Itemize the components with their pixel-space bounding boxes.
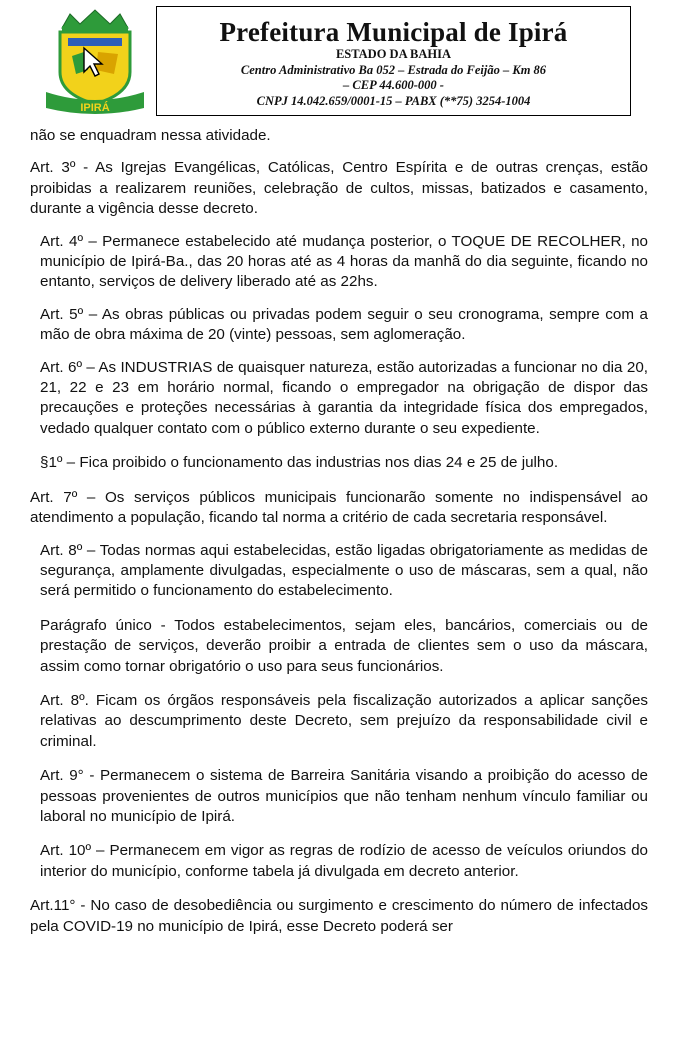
article-7: Art. 7º – Os serviços públicos municipais funcionarão somente no indispensável ao atendimento a população, ficando tal norma a critério de cada secretaria responsável. [30,488,648,527]
address-line: Centro Administrativo Ba 052 – Estrada do Feijão – Km 86 [240,62,547,77]
article-6: Art. 6º – As INDUSTRIAS de quaisquer natureza, estão autorizadas a funcionar no dia 20, 21, 22 e 23 em horário normal, ficando o empregador na obrigação de dispor das precauções e proteções necessárias à garantia da integridade física dos empregados, vedado qualquer contato com o público externo durante o seu expediente. [40,358,648,437]
sole-paragraph: Parágrafo único - Todos estabelecimentos, sejam eles, bancários, comerciais ou de prestação de serviços, deverão proibir a entrada de clientes sem o uso da máscara, assim como tornar obrigatório o uso para seus funcionários. [40,616,648,675]
cep-line: – CEP 44.600-000 - [343,78,444,92]
article-8: Art. 8º – Todas normas aqui estabelecidas, estão ligadas obrigatoriamente as medidas de segurança, amplamente divulgadas, especialmente o uso de máscaras, sem a qual, não será permitido o funcionamento do estabelecimento. [40,541,648,600]
paragraph-1: §1º – Fica proibido o funcionamento das industrias nos dias 24 e 25 de julho. [40,454,559,472]
article-10: Art. 10º – Permanecem em vigor as regras de rodízio de acesso de veículos oriundos do interior do município, conforme tabela já divulgada em decreto anterior. [40,842,648,880]
decree-body [30,126,648,937]
article-8-enforcement: Art. 8º. Ficam os órgãos responsáveis pela fiscalização autorizados a aplicar sanções relativas ao descumprimento deste Decreto, sem prejuízo da responsabilidade civil e criminal. [40,691,648,750]
article-9: Art. 9° - Permanecem o sistema de Barreira Sanitária visando a proibição do acesso de pessoas provenientes de outros municípios que não tenham nenhum vínculo familiar ou laboral no município de Ipirá. [40,767,648,825]
letterhead [0,0,680,126]
state-line: ESTADO DA BAHIA [335,47,452,61]
article-5: Art. 5º – As obras públicas ou privadas podem seguir o seu cronograma, sempre com a mão de obra máxima de 20 (vinte) pessoas, sem aglomeração. [40,305,648,344]
paragraph-continuation: não se enquadram nessa atividade. [30,127,271,144]
article-11: Art.11° - No caso de desobediência ou surgimento e crescimento do número de infectados pela COVID-19 no município de Ipirá, esse Decreto poderá ser [30,897,648,935]
letterhead-box [156,6,631,116]
logo-ribbon-text: IPIRÁ [80,102,110,114]
coat-of-arms-logo [40,8,150,116]
article-4: Art. 4º – Permanece estabelecido até mudança posterior, o TOQUE DE RECOLHER, no município de Ipirá-Ba., das 20 horas até as 4 horas da manhã do dia seguinte, ficando no entanto, serviços de delivery liberado até as 22hs. [40,232,648,291]
municipality-title: Prefeitura Municipal de Ipirá [219,17,568,47]
cnpj-line: CNPJ 14.042.659/0001-15 – PABX (**75) 3254-1004 [256,93,531,108]
article-3: Art. 3º - As Igrejas Evangélicas, Católicas, Centro Espírita e de outras crenças, estão proibidas a realizarem reuniões, celebração de cultos, missas, batizados e casamento, durante a vigência desse decreto. [30,159,648,218]
